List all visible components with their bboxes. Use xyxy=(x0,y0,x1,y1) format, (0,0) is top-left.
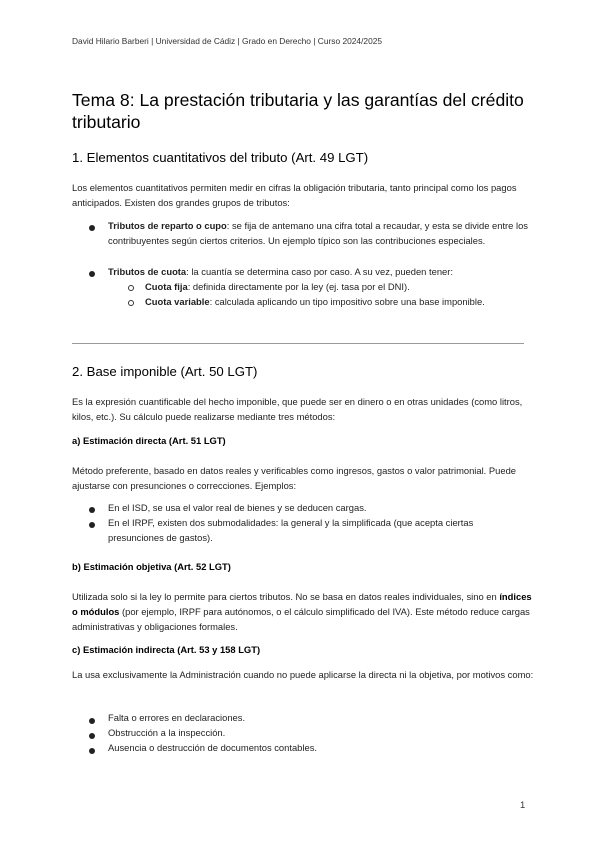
running-header: David Hilario Barberi | Universidad de Cádiz | Grado en Derecho | Curso 2024/2025 xyxy=(72,36,383,46)
list-item-obstruccion: Obstrucción a la inspección. xyxy=(108,727,226,738)
subsection-b-heading: b) Estimación objetiva (Art. 52 LGT) xyxy=(72,561,231,572)
list-item-text: : se fija de antemano una cifra total a recaudar, y esta se divide entre los contribuyentes según ciertos criterios. Un ejemplo típico son las contribuciones especiales. xyxy=(108,220,528,247)
subsection-b-text xyxy=(72,589,534,635)
bullet-dot xyxy=(89,271,95,277)
subsection-a-heading: a) Estimación directa (Art. 51 LGT) xyxy=(72,435,226,446)
section-2-heading: 2. Base imponible (Art. 50 LGT) xyxy=(72,364,258,379)
paragraph-bold: índices o módulos xyxy=(72,591,532,618)
paragraph-text: Utilizada solo si la ley lo permite para ciertos tributos. No se basa en datos reales individuales, sino en xyxy=(72,591,500,602)
sub-bullet-ring xyxy=(128,300,134,306)
paragraph-text: (por ejemplo, IRPF para autónomos, o el cálculo simplificado del IVA). Este método reduce cargas administrativas y obligaciones formales. xyxy=(72,606,530,633)
page-title: Tema 8: La prestación tributaria y las garantías del crédito tributario xyxy=(72,90,524,132)
list-item-ausencia: Ausencia o destrucción de documentos contables. xyxy=(108,742,317,753)
bullet-dot xyxy=(89,733,95,739)
sub-bullet-ring xyxy=(128,285,134,291)
section-1-intro: Los elementos cuantitativos permiten medir en cifras la obligación tributaria, tanto principal como los pagos anticipados. Existen dos grandes grupos de tributos: xyxy=(72,182,517,209)
list-item-falta: Falta o errores en declaraciones. xyxy=(108,712,246,723)
list-item-bold: Cuota variable xyxy=(145,296,210,307)
sub-list-item-variable xyxy=(145,294,525,309)
subsection-c-heading: c) Estimación indirecta (Art. 53 y 158 LGT) xyxy=(72,644,261,655)
list-item-bold: Cuota fija xyxy=(145,281,188,292)
horizontal-rule xyxy=(72,343,524,344)
list-item-cuota xyxy=(108,264,528,279)
bullet-dot xyxy=(89,507,95,513)
section-1-heading: 1. Elementos cuantitativos del tributo (Art. 49 LGT) xyxy=(72,150,369,165)
bullet-dot xyxy=(89,522,95,528)
bullet-dot xyxy=(89,225,95,231)
list-item-text: : calculada aplicando un tipo impositivo sobre una base imponible. xyxy=(209,296,485,307)
list-item-text: : la cuantía se determina caso por caso. A su vez, pueden tener: xyxy=(186,266,453,277)
page-number: 1 xyxy=(520,799,526,810)
bullet-dot xyxy=(89,718,95,724)
section-2-intro: Es la expresión cuantificable del hecho imponible, que puede ser en dinero o en otras unidades (como litros, kilos, etc.). Su cálculo puede realizarse mediante tres métodos: xyxy=(72,396,523,423)
sub-list-item-fija xyxy=(145,279,525,294)
list-item-bold: Tributos de cuota xyxy=(108,266,187,277)
list-item-text: : definida directamente por la ley (ej. tasa por el DNI). xyxy=(187,281,410,292)
subsection-c-text: La usa exclusivamente la Administración cuando no puede aplicarse la directa ni la objetiva, por motivos como: xyxy=(72,669,534,680)
list-item-reparto xyxy=(108,218,528,248)
list-item-irpf: En el IRPF, existen dos submodalidades: la general y la simplificada (que acepta ciertas presunciones de gastos). xyxy=(108,517,474,544)
list-item-isd: En el ISD, se usa el valor real de bienes y se deducen cargas. xyxy=(108,502,367,513)
list-item-bold: Tributos de reparto o cupo xyxy=(108,220,227,231)
subsection-a-text: Método preferente, basado en datos reales y verificables como ingresos, gastos o valor patrimonial. Puede ajustarse con presunciones o correcciones. Ejemplos: xyxy=(72,465,516,492)
bullet-dot xyxy=(89,748,95,754)
